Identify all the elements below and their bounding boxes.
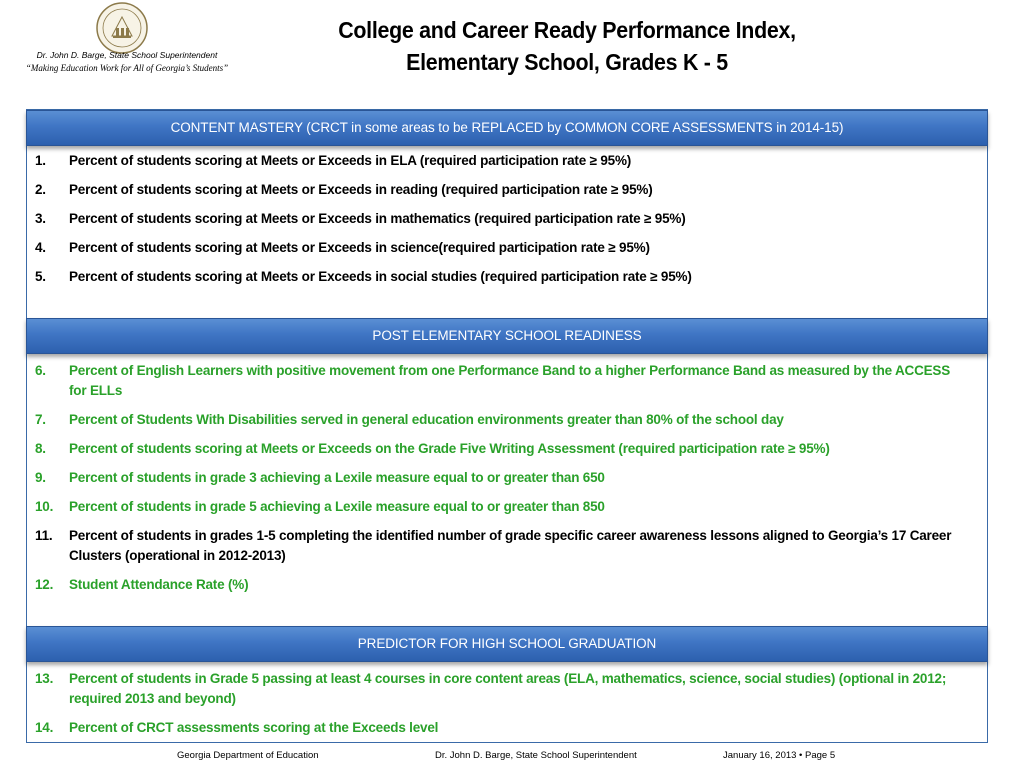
page-title-line-1: College and Career Ready Performance Index, (338, 17, 796, 43)
list-item (35, 497, 960, 517)
item-number: 14. (35, 720, 54, 735)
item-text: Percent of students scoring at Meets or Exceeds in reading (required participation rate ≥ 95%) (69, 182, 653, 197)
footer-superintendent: Dr. John D. Barge, State School Superintendent (435, 750, 637, 761)
item-text: Student Attendance Rate (%) (69, 577, 249, 592)
item-number: 5. (35, 269, 46, 284)
item-number: 11. (35, 528, 53, 543)
list-item (35, 180, 960, 200)
page-title (276, 14, 858, 78)
list-item (35, 439, 960, 459)
hs-graduation-predictor-list (35, 669, 960, 747)
item-text: Percent of students scoring at Meets or Exceeds in ELA (required participation rate ≥ 95%) (69, 153, 632, 168)
item-number: 9. (35, 470, 46, 485)
list-item (35, 575, 960, 595)
section-header-content-mastery: CONTENT MASTERY (CRCT in some areas to be REPLACED by COMMON CORE ASSESSMENTS in 2014-15) (26, 110, 988, 146)
page-title-line-2: Elementary School, Grades K - 5 (406, 49, 728, 75)
item-number: 10. (35, 499, 54, 514)
list-item (35, 209, 960, 229)
list-item (35, 718, 960, 738)
list-item (35, 410, 960, 430)
georgia-doe-seal-logo (96, 2, 148, 54)
footer-date-page: January 16, 2013 • Page 5 (723, 750, 836, 761)
item-number: 7. (35, 412, 46, 427)
item-number: 2. (35, 182, 46, 197)
item-text: Percent of students in Grade 5 passing at least 4 courses in core content areas (ELA, mathematics, science, social studies) (optional in 2012; required 2013 and beyond) (69, 671, 947, 706)
section-header-post-elementary: POST ELEMENTARY SCHOOL READINESS (26, 318, 988, 354)
item-text: Percent of students in grade 3 achieving a Lexile measure equal to or greater than 650 (69, 470, 605, 485)
footer-organization: Georgia Department of Education (177, 750, 319, 761)
item-text: Percent of students scoring at Meets or Exceeds in science(required participation rate ≥ 95%) (69, 240, 650, 255)
list-item (35, 267, 960, 287)
content-mastery-list (35, 151, 960, 296)
item-number: 6. (35, 363, 46, 378)
item-number: 13. (35, 671, 54, 686)
item-text: Percent of CRCT assessments scoring at the Exceeds level (69, 720, 439, 735)
item-text: Percent of English Learners with positive movement from one Performance Band to a higher Performance Band as measured by the ACCESS for ELLs (69, 363, 951, 398)
item-text: Percent of students in grade 5 achieving a Lexile measure equal to or greater than 850 (69, 499, 605, 514)
superintendent-name: Dr. John D. Barge, State School Superintendent (36, 50, 218, 60)
list-item (35, 669, 960, 709)
post-elementary-list (35, 361, 960, 604)
item-number: 1. (35, 153, 46, 168)
item-number: 12. (35, 577, 54, 592)
item-text: Percent of students in grades 1-5 completing the identified number of grade specific career awareness lessons aligned to Georgia’s 17 Career Clusters (operational in 2012-2013) (69, 528, 952, 563)
item-text: Percent of students scoring at Meets or Exceeds on the Grade Five Writing Assessment (required participation rate ≥ 95%) (69, 441, 830, 456)
section-header-hs-graduation-predictor: PREDICTOR FOR HIGH SCHOOL GRADUATION (26, 626, 988, 662)
list-item (35, 361, 960, 401)
item-number: 8. (35, 441, 46, 456)
item-number: 3. (35, 211, 46, 226)
superintendent-motto: “Making Education Work for All of Georgia’s Students” (25, 63, 229, 73)
item-number: 4. (35, 240, 46, 255)
list-item (35, 151, 960, 171)
list-item (35, 468, 960, 488)
item-text: Percent of students scoring at Meets or Exceeds in social studies (required participation rate ≥ 95%) (69, 269, 692, 284)
item-text: Percent of Students With Disabilities served in general education environments greater than 80% of the school day (69, 412, 784, 427)
list-item (35, 526, 960, 566)
list-item (35, 238, 960, 258)
item-text: Percent of students scoring at Meets or Exceeds in mathematics (required participation rate ≥ 95%) (69, 211, 686, 226)
